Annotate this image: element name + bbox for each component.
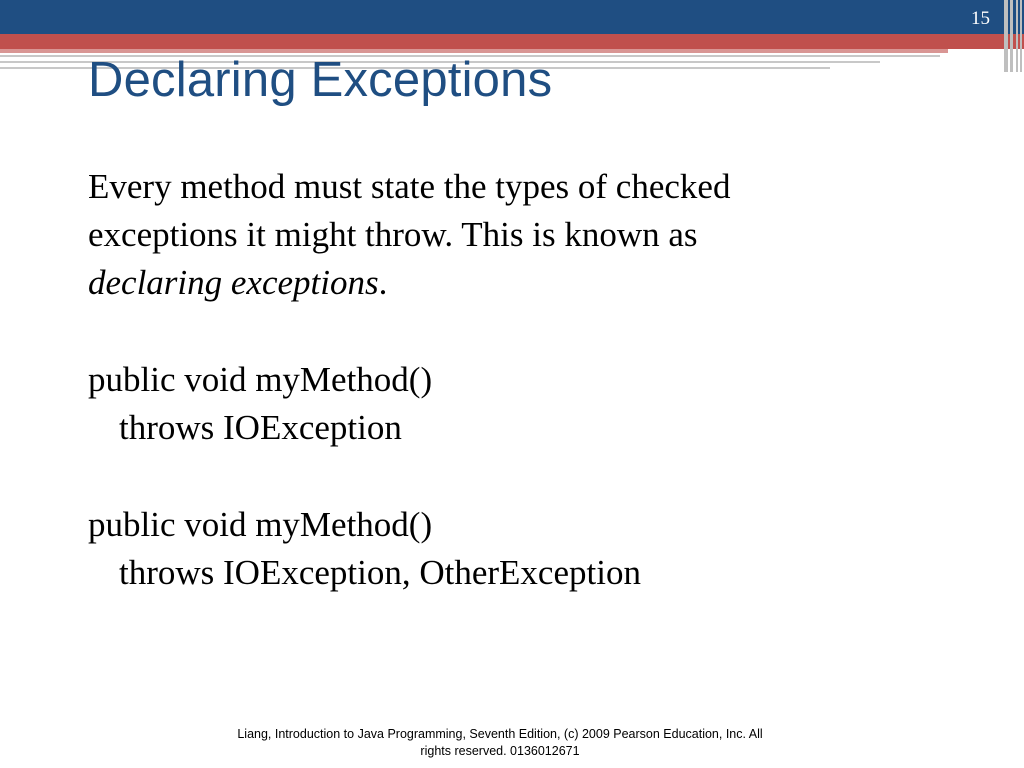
paragraph-spacer [88, 307, 948, 356]
intro-emphasis: declaring exceptions [88, 263, 379, 302]
code-example-1-throws: throws IOException [119, 408, 402, 447]
code-example-2-throws: throws IOException, OtherException [119, 553, 641, 592]
decorative-vertical-bar [1010, 0, 1013, 72]
slide-number: 15 [971, 8, 990, 29]
paragraph-spacer [88, 452, 948, 501]
intro-line-2: exceptions it might throw. This is known as [88, 215, 698, 254]
intro-line-3 [88, 259, 948, 307]
code-example-2-signature: public void myMethod() [88, 505, 433, 544]
accent-stripe [0, 34, 1024, 49]
footer-copyright [190, 726, 810, 760]
decorative-vertical-bar [1020, 0, 1022, 72]
intro-period: . [378, 263, 388, 302]
decorative-vertical-bar [1016, 0, 1018, 72]
footer-line-2: rights reserved. 0136012671 [420, 744, 580, 758]
footer-line-1: Liang, Introduction to Java Programming, Seventh Edition, (c) 2009 Pearson Education, Inc. All [237, 727, 763, 741]
slide-title: Declaring Exceptions [88, 53, 553, 107]
intro-line-1: Every method must state the types of checked [88, 167, 731, 206]
header-bar [0, 0, 1024, 34]
code-example-1-signature: public void myMethod() [88, 360, 433, 399]
decorative-vertical-bar [1004, 0, 1008, 72]
slide-body [88, 163, 948, 597]
